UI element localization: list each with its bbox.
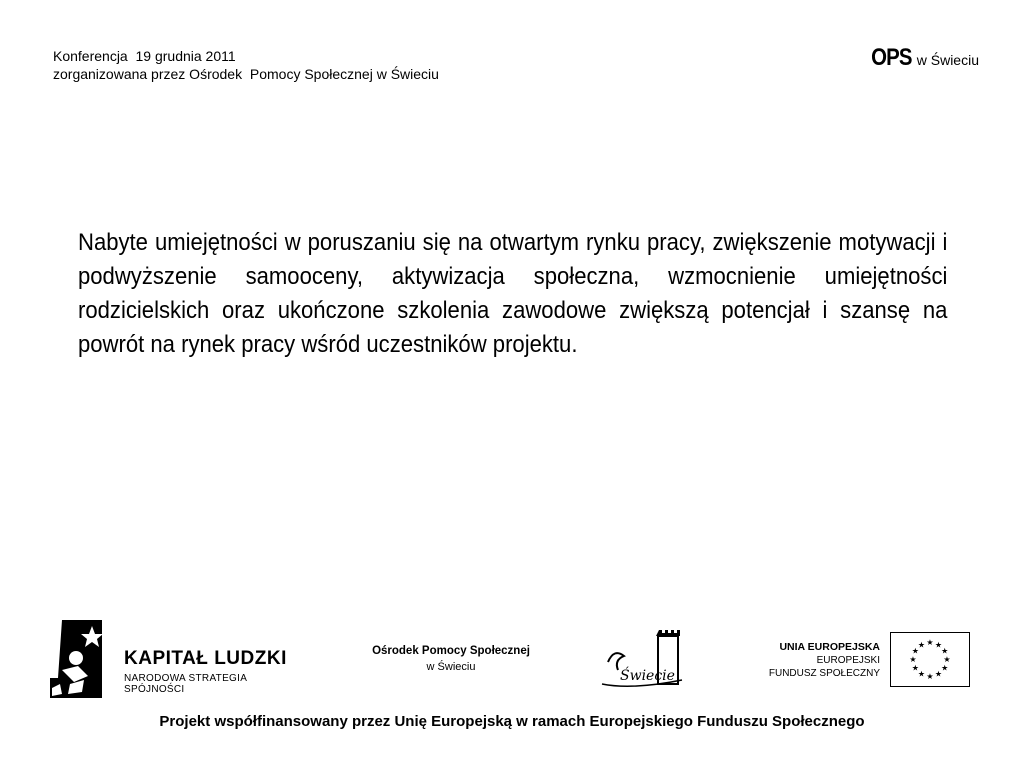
kapital-ludzki-logo	[48, 618, 308, 700]
conference-header	[53, 47, 439, 83]
swiecie-tower-icon	[598, 628, 690, 690]
eu-label	[700, 641, 880, 680]
eu-star-icon: ★	[917, 669, 926, 679]
eu-star-icon: ★	[926, 672, 934, 681]
kapital-ludzki-subtitle: NARODOWA STRATEGIA SPÓJNOŚCI	[124, 673, 247, 695]
eu-star-icon: ★	[911, 663, 919, 673]
eu-star-icon: ★	[911, 646, 919, 656]
conference-date: Konferencja 19 grudnia 2011	[53, 48, 236, 64]
eu-fund-line2: FUNDUSZ SPOŁECZNY	[768, 668, 880, 679]
kapital-ludzki-title: KAPITAŁ LUDZKI	[124, 648, 287, 669]
eu-star-icon: ★	[926, 638, 934, 647]
eu-star-icon: ★	[934, 640, 943, 650]
cofinancing-footer: Projekt współfinansowany przez Unię Europejską w ramach Europejskiego Funduszu Społecznego	[159, 713, 865, 730]
eu-star-icon: ★	[934, 669, 943, 679]
eu-union: UNIA EUROPEJSKA	[779, 641, 880, 653]
ops-brand	[864, 44, 979, 72]
ops-brand-location: w Świeciu	[916, 52, 979, 68]
ops-center-name: Ośrodek Pomocy Społecznej	[372, 645, 530, 657]
swiecie-logo	[598, 628, 690, 690]
eu-star-icon: ★	[943, 655, 951, 664]
swiecie-script: Świecie	[620, 668, 675, 684]
eu-star-icon: ★	[941, 663, 949, 673]
kapital-ludzki-emblem-icon	[48, 618, 108, 700]
eu-stars-icon	[891, 633, 969, 686]
ops-center-label	[356, 643, 546, 675]
eu-star-icon: ★	[909, 655, 917, 664]
eu-star-icon: ★	[917, 640, 926, 650]
eu-star-icon: ★	[941, 646, 949, 656]
main-paragraph: Nabyte umiejętności w poruszaniu się na otwartym rynku pracy, zwiększenie motywacji i podwyższenie samooceny, aktywizacja społeczna, wzmocnienie umiejętności rodzicielskich oraz ukończone szkolenia zawodowe zwiększą potencjał i szansę na powrót na rynek pracy wśród uczestników projektu.	[78, 229, 948, 358]
ops-center-location: w Świeciu	[426, 661, 476, 673]
conference-organizer: zorganizowana przez Ośrodek Pomocy Społecznej w Świeciu	[53, 66, 439, 82]
ops-brand-name: OPS	[871, 44, 912, 71]
eu-flag	[890, 632, 970, 687]
eu-fund-line1: EUROPEJSKI	[816, 655, 880, 666]
